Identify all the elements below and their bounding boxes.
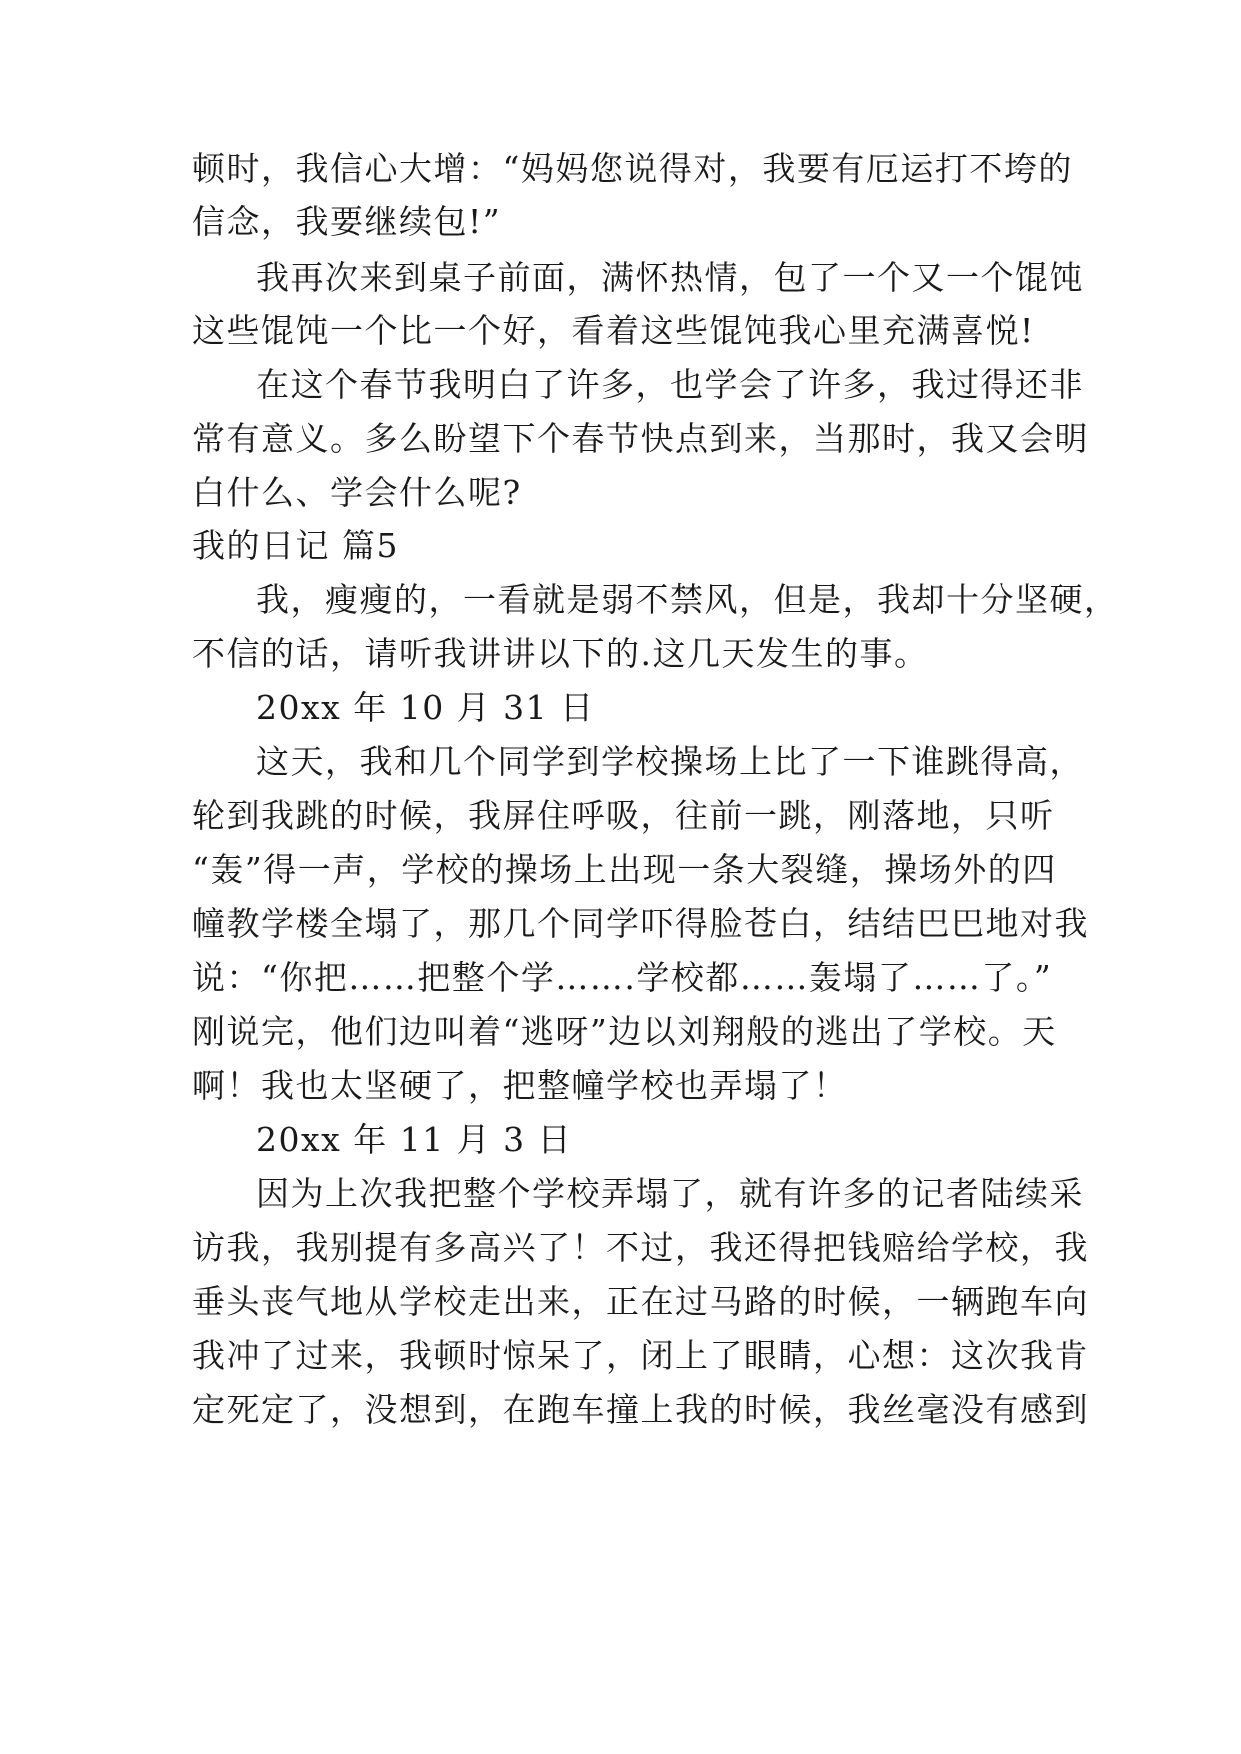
text-line: 信念，我要继续包!”	[192, 202, 502, 241]
text-line: 定死定了，没想到，在跑车撞上我的时候，我丝毫没有感到	[192, 1390, 1089, 1429]
text-line: 刚说完，他们边叫着“逃呀”边以刘翔般的逃出了学校。天	[192, 1012, 1057, 1051]
text-line: 啊！我也太坚硬了，把整幢学校也弄塌了！	[192, 1066, 848, 1105]
text-line: 垂头丧气地从学校走出来，正在过马路的时候，一辆跑车向	[192, 1282, 1089, 1321]
paragraph-start: 因为上次我把整个学校弄塌了，就有许多的记者陆续采	[256, 1174, 1084, 1213]
section-heading: 我的日记 篇5	[192, 526, 399, 565]
text-line: 我冲了过来，我顿时惊呆了，闭上了眼睛，心想：这次我肯	[192, 1336, 1089, 1375]
text-line: “轰”得一声，学校的操场上出现一条大裂缝，操场外的四	[192, 850, 1057, 889]
diary-date: 20xx 年 11 月 3 日	[256, 1120, 573, 1159]
paragraph-start: 我，瘦瘦的，一看就是弱不禁风，但是，我却十分坚硬，	[256, 580, 1119, 619]
text-line: 顿时，我信心大增：“妈妈您说得对，我要有厄运打不垮的	[192, 149, 1073, 188]
diary-date: 20xx 年 10 月 31 日	[256, 688, 595, 727]
paragraph-start: 这天，我和几个同学到学校操场上比了一下谁跳得高，	[256, 742, 1084, 781]
text-line: 幢教学楼全塌了，那几个同学吓得脸苍白，结结巴巴地对我	[192, 904, 1089, 943]
text-line: 常有意义。多么盼望下个春节快点到来，当那时，我又会明	[192, 419, 1089, 458]
text-line: 说：“你把……把整个学…….学校都……轰塌了……了。”	[192, 958, 1053, 997]
text-line: 白什么、学会什么呢?	[192, 473, 522, 512]
text-line: 轮到我跳的时候，我屏住呼吸，往前一跳，刚落地，只听	[192, 796, 1055, 835]
text-line: 这些馄饨一个比一个好，看着这些馄饨我心里充满喜悦!	[192, 311, 1035, 350]
paragraph-start: 在这个春节我明白了许多，也学会了许多，我过得还非	[256, 365, 1084, 404]
text-line: 不信的话，请听我讲讲以下的.这几天发生的事。	[192, 634, 929, 673]
paragraph-start: 我再次来到桌子前面，满怀热情，包了一个又一个馄饨	[256, 258, 1084, 297]
text-line: 访我，我别提有多高兴了！不过，我还得把钱赔给学校，我	[192, 1228, 1089, 1267]
